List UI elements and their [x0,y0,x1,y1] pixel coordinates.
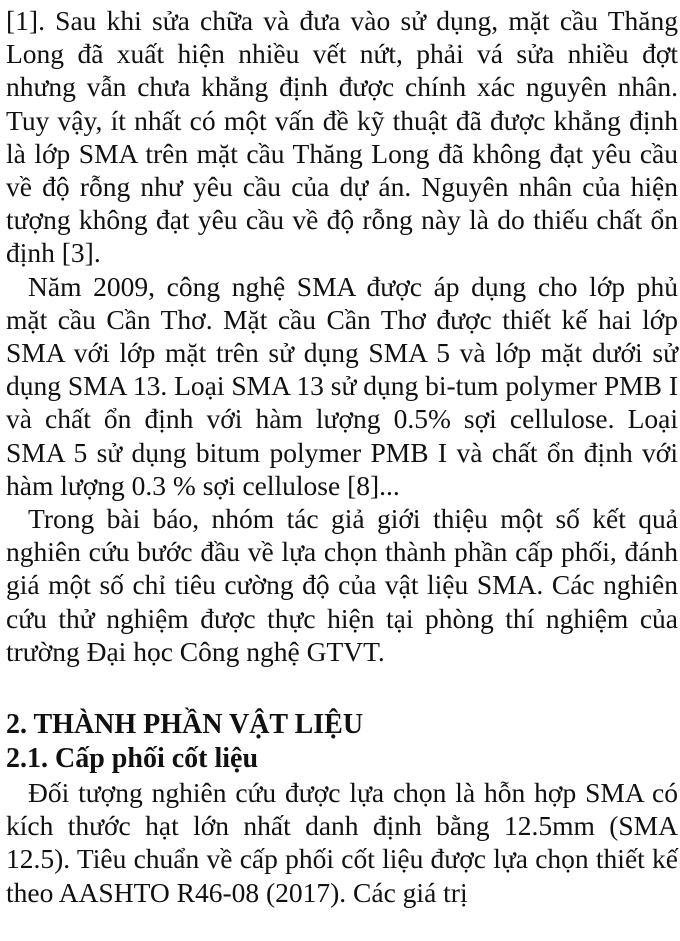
paragraph-study-intro: Trong bài báo, nhóm tác giả giới thiệu một số kết quả nghiên cứu bước đầu về lựa chọn thành phần cấp phối, đánh giá một số chỉ tiêu cường độ của vật liệu SMA. Các nghiên cứu thử nghiệm được thực hiện tại phòng thí nghiệm của trường Đại học Công nghệ GTVT. [6,503,678,667]
paragraph-aggregate-gradation: Đối tượng nghiên cứu được lựa chọn là hỗn hợp SMA có kích thước hạt lớn nhất danh định bằng 12.5mm (SMA 12.5). Tiêu chuẩn về cấp phối cốt liệu được lựa chọn thiết kế theo AASHTO R46-08 (2017). Các giá trị [6,777,678,908]
paragraph-thang-long: [1]. Sau khi sửa chữa và đưa vào sử dụng, mặt cầu Thăng Long đã xuất hiện nhiều vết nứt, phải vá sửa nhiều đợt nhưng vẫn chưa khẳng định được chính xác nguyên nhân. Tuy vậy, ít nhất có một vấn đề kỹ thuật đã được khẳng định là lớp SMA trên mặt cầu Thăng Long đã không đạt yêu cầu về độ rỗng như yêu cầu của dự án. Nguyên nhân của hiện tượng không đạt yêu cầu về độ rỗng này là do thiếu chất ổn định [3]. [6,5,678,269]
section-spacer [6,668,678,708]
paragraph-can-tho: Năm 2009, công nghệ SMA được áp dụng cho lớp phủ mặt cầu Cần Thơ. Mặt cầu Cần Thơ được thiết kế hai lớp SMA với lớp mặt trên sử dụng SMA 5 và lớp mặt dưới sử dụng SMA 13. Loại SMA 13 sử dụng bi-tum polymer PMB I và chất ổn định với hàm lượng 0.5% sợi cellulose. Loại SMA 5 sử dụng bitum polymer PMB I và chất ổn định với hàm lượng 0.3 % sợi cellulose [8]... [6,270,678,501]
section-heading: 2. THÀNH PHẦN VẬT LIỆU [6,709,364,741]
document-page [6,4,678,909]
subsection-heading: 2.1. Cấp phối cốt liệu [6,743,259,775]
